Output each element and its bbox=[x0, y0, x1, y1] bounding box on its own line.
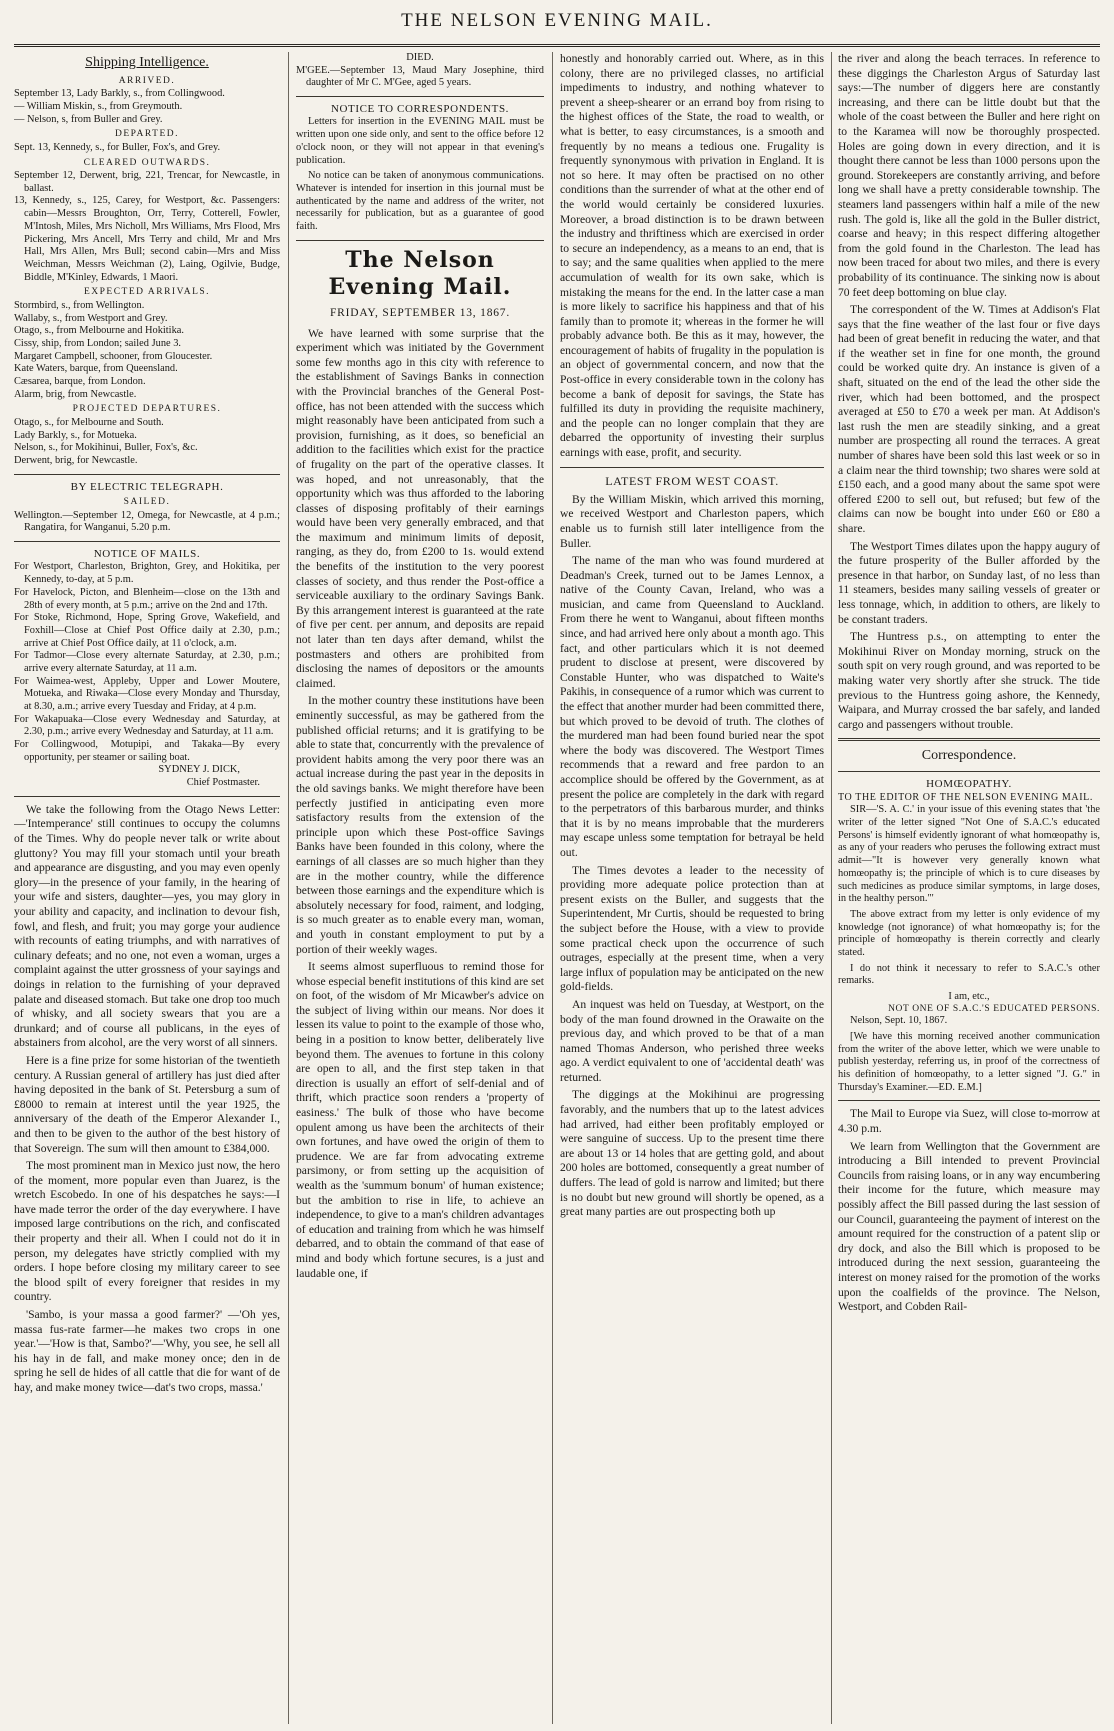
divider bbox=[838, 771, 1100, 772]
column-4 bbox=[838, 52, 1100, 1724]
shipping-entry: September 13, Lady Barkly, s., from Collingwood. bbox=[14, 88, 225, 100]
mail-entry: For Collingwood, Motupipi, and Takaka—By every opportunity, per steamer or sailing boat. bbox=[14, 739, 280, 763]
letter-paragraph: I do not think it necessary to refer to S.A.C.'s other remarks. bbox=[838, 962, 1100, 987]
leader-paragraph: In the mother country these institutions have been eminently successful, as may be gathered from the published official returns; and it is gratifying to be able to state that, concurrently with the prevalence of provident habits among the very poor there was an actual increase during the past year in the deposits in the old savings banks. We might therefore have been perfectly justified in anticipating even more satisfactory results from the extension of the principle upon which these Post-office Savings Banks have been founded in this colony, where the earnings of all classes are so much higher than they are in the mother country, while the difference between those earnings and the expenditure which is absolutely necessary for food, raiment, and lodging, is so much greater as to enable every man, woman, and youth in constant employment to put by a portion of their weekly wages. bbox=[296, 694, 544, 956]
shipping-entry: Cæsarea, barque, from London. bbox=[14, 376, 146, 387]
cleared-heading: CLEARED OUTWARDS. bbox=[83, 157, 211, 168]
divider bbox=[14, 541, 280, 542]
news-paragraph: An inquest was held on Tuesday, at Westport, on the body of the man found drowned in the Orawaite on the previous day, and which proved to be that of a man named Thomas Anderson, who perished three weeks ago. A verdict equivalent to one of 'accidental death' was returned. bbox=[560, 997, 824, 1084]
died-heading: DIED. bbox=[406, 52, 434, 63]
divider bbox=[296, 240, 544, 241]
news-paragraph: The correspondent of the W. Times at Addison's Flat says that the fine weather of the last four or five days had been of great benefit in reducing the water, and that if the weather set in fine for one month, the ground could be worked quite dry. An instance is given of a shaft, situated on the end of the lead the other side the river, which had been bottomed, and the prospect averaged at £50 to £70 a week per man. At Addison's last rush the men are steadily sinking, and a great number are prospecting all round the terraces. A great number of shares have been sold this last week or so in a claim near the third township; two shares were sold at £150 each, and a good many about the same spot were offered £200 to sell out, but refused; but few of the claims can now be bought into under £60 or £80 a share. bbox=[838, 303, 1100, 535]
shipping-entry: Cissy, ship, from London; sailed June 3. bbox=[14, 337, 182, 349]
notice-paragraph: Letters for insertion in the EVENING MAIL must be written upon one side only, and sent to the office before 12 o'clock noon, or they will not appear in that evening's publication. bbox=[296, 116, 544, 166]
leader-continuation: honestly and honorably carried out. Where, as in this colony, there are no privileged classes, no artificial impediments to industry, and nothing whatever to prevent a sheep-shearer or an errand boy from rising to the highest offices of the State, the road to wealth, or what is better, to easy circumstances, is a smooth and frequently by no means a tedious one. Frugality is frequently synonymous with privation in England. It is not so here. It may often be practised on no other conditions than the surrender of what at the other end of the world would certainly be considered luxuries. Moreover, a broad distinction is to be drawn between the industry and thriftiness which are exercised in order to secure an independency, as a means to an end, that is to say; and the same qualities when applied to the mere accumulation of wealth for its own sake, which is mistaking the means for the end. In the latter case a man is more likely to sacrifice his happiness and that of his family than to promote it; whereas in the former he will probably advance both. Be this as it may, however, the encouragement of habits of frugality in the population is an object of governmental concern, and now that the Post-office in every considerable town in the colony has become a bank of deposit for savings, the State has fulfilled its duty in providing the requisite machinery, and the people can no longer complain that they are debarred the opportunity of investing their surplus earnings with ease, profit, and security. bbox=[560, 52, 824, 460]
mail-entry: For Havelock, Picton, and Blenheim—close on the 13th and 28th of every month, at 5 p.m.; arrive on the 2nd and 17th. bbox=[14, 586, 280, 611]
postmaster-title: Chief Postmaster. bbox=[186, 777, 260, 789]
news-paragraph: the river and along the beach terraces. In reference to these diggings the Charleston Argus of Saturday last says:—The number of diggers here are constantly increasing, and there can be little doubt but that the whole of the coast between the Buller and here right on to the Karamea will now be thoroughly prospected. Holes are going down in every direction, and it is thought there cannot be less than 1000 persons upon the ground. Storekeepers are constantly arriving, and before long we shall have a pretty considerable township. The steamers land passengers within half a mile of the new rush. The gold is, like all the gold in the Buller district, coarse and heavy; in this respect differing altogether from the gold found in the Charleston. The lead has now been traced for about two miles, and there is every probability of its continuance. The sinking now is about 70 feet deep bottoming on blue clay. bbox=[838, 52, 1100, 299]
shipping-entry: Alarm, brig, from Newcastle. bbox=[14, 388, 137, 400]
column-2 bbox=[296, 52, 544, 1724]
letter-paragraph: SIR—'S. A. C.' in your issue of this evening states that 'the writer of the letter signed "Not One of S.A.C.'s educated Persons' is himself evidently ignorant of what homœopathy is, as any of your readers who peruses the following extract must admit—"It is however very generally known what homœopathy is; the principle of which is to cure diseases by such medicines as produce similar symptoms, in large doses, in the healthy person."' bbox=[838, 804, 1100, 905]
news-paragraph: The Huntress p.s., on attempting to enter the Mokihinui River on Monday morning, struck on the south spit on very rough ground, and was reported to be making water very shortly after she struck. The tide previous to the Huntress going ashore, the Kennedy, Waipara, and Murray crossed the bar safely, and landed cargo and passengers without trouble. bbox=[838, 630, 1100, 731]
news-paragraph: We learn from Wellington that the Government are introducing a Bill intended to prevent Provincial Councils from raising loans, or in any way encumbering their income for the future, which measure may possibly affect the Bill passed during the last session of our Council, guaranteeing the payment of interest on the amount required for the construction of a patent slip or dry dock, and also the Bill which is proposed to be introduced during the next session, guaranteeing the interest on money raised for the promotion of the works upon the coalfields of the province. The Nelson, Westport, and Cobden Rail- bbox=[838, 1139, 1100, 1314]
divider bbox=[14, 796, 280, 797]
divider bbox=[296, 96, 544, 97]
shipping-entry: Otago, s., for Melbourne and South. bbox=[14, 416, 164, 428]
divider bbox=[560, 467, 824, 468]
issue-date: FRIDAY, SEPTEMBER 13, 1867. bbox=[329, 307, 511, 320]
shipping-entry: Sept. 13, Kennedy, s., for Buller, Fox's, and Grey. bbox=[14, 141, 221, 153]
death-notice: M'GEE.—September 13, Maud Mary Josephine, third daughter of Mr C. M'Gee, aged 5 years. bbox=[296, 64, 544, 89]
news-paragraph: The Times devotes a leader to the necessity of providing more adequate police protection than at present exists on the Buller, and suggests that the Superintendent, Mr Curtis, should be requested to bring the subject before the House, with a view to provide some practical check upon the occurrence of such outrages, especially at the present time, when a very large influx of population may be anticipated on the new gold-fields. bbox=[560, 863, 824, 994]
masthead: THE NELSON EVENING MAIL. bbox=[401, 10, 713, 31]
letter-paragraph: The above extract from my letter is only evidence of my knowledge (not ignorance) of what homœopathy is; for the principle of homœopathy is therein correctly and clearly stated. bbox=[838, 908, 1100, 958]
article-paragraph: 'Sambo, is your massa a good farmer?' —'Oh yes, massa fus-rate farmer—he makes two crops in one year.'—'How is that, Sambo?'—'Why, you see, he sell all his hay in de fall, and make money once; den in de spring he sell de hides of all cattle that die for want of de hay, and make money twice—dat's two crops, massa.' bbox=[14, 1308, 280, 1394]
shipping-entry: 13, Kennedy, s., 125, Carey, for Westport, &c. Passengers: cabin—Messrs Broughton, Orr, Terry, Cotterell, Fowler, M'Intosh, Miles, Mrs Nicholl, Mrs Williams, Mrs Flood, Mrs Pickering, Mrs Ancell, Mrs Terry and child, Mr and Mrs Hall, Mrs Allen, Mrs Bull; second cabin—Mrs and Miss Weichman, Messrs Weichman (2), Laing, Ogilvie, Budge, Biddle, M'Kinley, Edwards, 1 Maori. bbox=[14, 195, 280, 283]
shipping-entry: — Nelson, s, from Buller and Grey. bbox=[14, 113, 163, 125]
west-coast-heading: LATEST FROM WEST COAST. bbox=[605, 473, 779, 488]
shipping-entry: Nelson, s., for Mokihinui, Buller, Fox's, &c. bbox=[14, 442, 198, 454]
column-1 bbox=[14, 52, 280, 1724]
mail-entry: For Stoke, Richmond, Hope, Spring Grove, Wakefield, and Foxhill—Close at Chief Post Office daily at 2.30, p.m.; arrive at Chief Post Office daily, at 11 o'clock, a.m. bbox=[14, 612, 280, 649]
mail-entry: For Wakapuaka—Close every Wednesday and Saturday, at 2.30, p.m.; arrive every Wednesday and Saturday, at 11 a.m. bbox=[14, 713, 280, 738]
divider bbox=[838, 1100, 1100, 1101]
masthead-rule bbox=[14, 44, 1100, 47]
news-paragraph: The Mail to Europe via Suez, will close to-morrow at 4.30 p.m. bbox=[838, 1107, 1100, 1135]
article-paragraph: Here is a fine prize for some historian of the twentieth century. A Russian general of artillery has just died after having deposited in the bank of St. Petersburg a sum of £8000 to remain at interest until the year 1925, the anniversary of the death of the Emperor Alexander I., and then to be given to the author of the best history of that Sovereign. The sum will then amount to £384,000. bbox=[14, 1053, 280, 1155]
shipping-entry: Margaret Campbell, schooner, from Gloucester. bbox=[14, 350, 213, 362]
shipping-entry: Wallaby, s., from Westport and Grey. bbox=[14, 312, 168, 324]
shipping-entry: Derwent, brig, for Newcastle. bbox=[14, 455, 138, 467]
shipping-entry: September 12, Derwent, brig, 221, Trencar, for Newcastle, in ballast. bbox=[14, 170, 280, 194]
column-divider bbox=[552, 52, 553, 1724]
article-paragraph: We take the following from the Otago News Letter:—'Intemperance' still continues to occupy the columns of the Times. Why do people never talk or write about gluttony? You may fill your stomach until your breath and appearance are disgusting, and you may even openly glory—in the presence of your family, in the hearing of your wife and sisters, daughter—yes, you may glory in your ability and capacity, and inclination to devour fish, fowl, and flesh, and fruit; you may gorge your audience with recounts of eating triumphs, and with narratives of culinary defeats; and no one, not even a woman, urges a complaint against the utter grossness of your sayings and doings in relation to the furnishing of your depraved palate and diseased stomach. But take one drop too much of whisky, and all society swears that you are a drunkard; and of course all publicans, in the eyes of abstainers from alcohol, are the very worst of all sinners. bbox=[14, 802, 280, 1050]
divider bbox=[14, 474, 280, 475]
column-3 bbox=[560, 52, 824, 1724]
shipping-entry: — William Miskin, s., from Greymouth. bbox=[14, 100, 183, 112]
shipping-entry: Lady Barkly, s., for Motueka. bbox=[14, 429, 137, 441]
postmaster-name: SYDNEY J. DICK, bbox=[158, 764, 240, 776]
projected-heading: PROJECTED DEPARTURES. bbox=[72, 404, 222, 415]
letter-subject: HOMŒOPATHY. bbox=[926, 777, 1012, 790]
notice-paragraph: No notice can be taken of anonymous communications. Whatever is intended for insertion in this journal must be authenticated by the name and address of the writer, not necessarily for publication, but as a guarantee of good faith. bbox=[296, 170, 544, 232]
letter-close: I am, etc., bbox=[948, 991, 990, 1003]
shipping-entry: Otago, s., from Melbourne and Hokitika. bbox=[14, 325, 184, 337]
departed-heading: DEPARTED. bbox=[114, 129, 180, 140]
news-paragraph: By the William Miskin, which arrived this morning, we received Westport and Charleston papers, which enable us to furnish still later intelligence from the Buller. bbox=[560, 492, 824, 550]
telegraph-entry: Wellington.—September 12, Omega, for Newcastle, at 4 p.m.; Rangatira, for Wanganui, 5.20 p.m. bbox=[14, 509, 280, 534]
column-divider bbox=[288, 52, 289, 1724]
leader-paragraph: It seems almost superfluous to remind those for whose especial benefit institutions of this kind are set on foot, of the wisdom of Mr Micawber's advice on the subject of living within our means. Nor does it lessen its value to point to the example of those who, being in a position to know better, deliberately live beyond them. The avenues to fortune in this colony are open to all, and the first step taken in that direction is usually an effort of self-denial and of thrift, which practice soon renders a 'property of easiness.' The bulk of those who have become opulent among us have been the architects of their own fortunes, and have owed the origin of them to prudence. We are far from advocating extreme parsimony, or from setting up the acquisition of wealth as the 'summum bonum' of human existence; but the ambition to rise in life, to achieve an independence, to give to a man's children advantages of education and training from which he was himself debarred, and to obtain the command of that ease of mind and body which fortune secures, is a just and laudable one, if bbox=[296, 960, 544, 1280]
mail-entry: For Tadmor—Close every alternate Saturday, at 2.30, p.m.; arrive every alternate Saturday, at 11 a.m. bbox=[14, 650, 280, 674]
shipping-entry: Stormbird, s., from Wellington. bbox=[14, 299, 145, 311]
editor-note: [We have this morning received another communication from the writer of the above letter, which we were unable to publish yesterday, referring us, in proof of the correctness of his definition of homœopathy, to a letter signed "J. G." in Thursday's Examiner.—ED. E.M.] bbox=[838, 1030, 1100, 1093]
news-paragraph: The Westport Times dilates upon the happy augury of the future prosperity of the Buller afforded by the presence in that harbor, on Sunday last, of no less than 11 steamers, besides many sailing vessels of greater or less tonnage, which, in addition to others, are likely to be constant traders. bbox=[838, 539, 1100, 626]
sailed-heading: SAILED. bbox=[123, 497, 171, 508]
leader-paragraph: We have learned with some surprise that the experiment which was initiated by the Government some few months ago in this city with reference to the establishment of Savings Banks in connection with the Provincial branches of the General Post-office, has not been attended with the success which might reasonably have been anticipated from such a provision, furnishing, as it does, so beneficial an addition to the facilities which exist for the practice of frugality on the part of the operative classes. It was hoped, and not unreasonably, that the opportunity which was thus afforded to the laboring classes of disposing profitably of their earnings would have been very generally embraced, and that the maximum and minimum limits of deposit, ranging, as they do, from £200 to 1s. would extend the benefits of the institution to the very poorest classes of society, and thus render the Post-office a serviceable auxiliary to the ordinary Savings Bank. By this arrangement interest is guaranteed at the rate of five per cent. per annum, and deposits are repaid not later than ten days after demand, whilst the postmasters and others are prohibited from disclosing the names of depositors or the amounts claimed. bbox=[296, 326, 544, 690]
article-paragraph: The most prominent man in Mexico just now, the hero of the moment, more popular even than Juarez, is the wretch Escobedo. In one of his despatches he says:—I have made terror the order of the day everywhere. I have imposed large contributions on the rich, and confiscated their property and their all. When I could not do it in person, my delegates have strictly complied with my orders. I hope before closing my military career to see the blood spilt of every foreigner that resides in my country. bbox=[14, 1159, 280, 1304]
correspondents-heading: NOTICE TO CORRESPONDENTS. bbox=[330, 103, 510, 116]
mail-entry: For Westport, Charleston, Brighton, Grey, and Hokitika, per Kennedy, to-day, at 5 p.m. bbox=[14, 561, 280, 586]
expected-heading: EXPECTED ARRIVALS. bbox=[83, 287, 211, 298]
correspondence-heading: Correspondence. bbox=[921, 748, 1017, 764]
column-divider bbox=[831, 52, 832, 1724]
shipping-entry: Kate Waters, barque, from Queensland. bbox=[14, 363, 178, 375]
shipping-title: Shipping Intelligence. bbox=[85, 55, 209, 70]
letter-signature: NOT ONE OF S.A.C.'S EDUCATED PERSONS. bbox=[888, 1003, 1100, 1014]
news-paragraph: The name of the man who was found murdered at Deadman's Creek, turned out to be James Lennox, a native of the County Cavan, Ireland, who was a musician, and came from Queensland to Auckland. From there he went to Wanganui, about fifteen months since, and had arrived here only about a month ago. This fact, and other particulars which it is not deemed prudent to disclose at present, were discovered by Constable Hunter, who was dispatched to Waite's Pakihis, in consequence of a rumor which was current to the effect that another murder had been committed there, but which proved to be devoid of truth. The clothes of the murdered man had been found buried near the spot where the body was discovered. The Westport Times recommends that a reward and free pardon to an accomplice should be offered by the Government, as at present the police are completely in the dark with regard to the perpetrators of this barbarous murder, and thinks that it is by no means improbable that the murderers may escape unless some temptation for betrayal be held out. bbox=[560, 554, 824, 859]
telegraph-heading: BY ELECTRIC TELEGRAPH. bbox=[70, 480, 224, 493]
news-paragraph: The diggings at the Mokihinui are progressing favorably, and the numbers that up to the latest advices had arrived, had either been profitably employed or were sanguine of success. Up to the present time there are about 13 or 14 holes that are getting gold, and about 200 holes are bottomed, consequently a great number of duffers. The lead of gold is narrow and limited; but there is no doubt but new ground will shortly be opened, as a great many parties are out prospecting both up bbox=[560, 1088, 824, 1219]
mail-entry: For Waimea-west, Appleby, Upper and Lower Moutere, Motueka, and Riwaka—Close every Monday and Thursday, at 8.30, a.m.; arrive every Tuesday and Friday, at 4 p.m. bbox=[14, 675, 280, 713]
divider bbox=[838, 738, 1100, 741]
mails-heading: NOTICE OF MAILS. bbox=[93, 548, 201, 561]
arrived-heading: ARRIVED. bbox=[118, 75, 176, 86]
letter-place-date: Nelson, Sept. 10, 1867. bbox=[850, 1015, 948, 1027]
letter-address: TO THE EDITOR OF THE NELSON EVENING MAIL. bbox=[838, 791, 1093, 803]
paper-title: The Nelson Evening Mail. bbox=[328, 246, 512, 301]
